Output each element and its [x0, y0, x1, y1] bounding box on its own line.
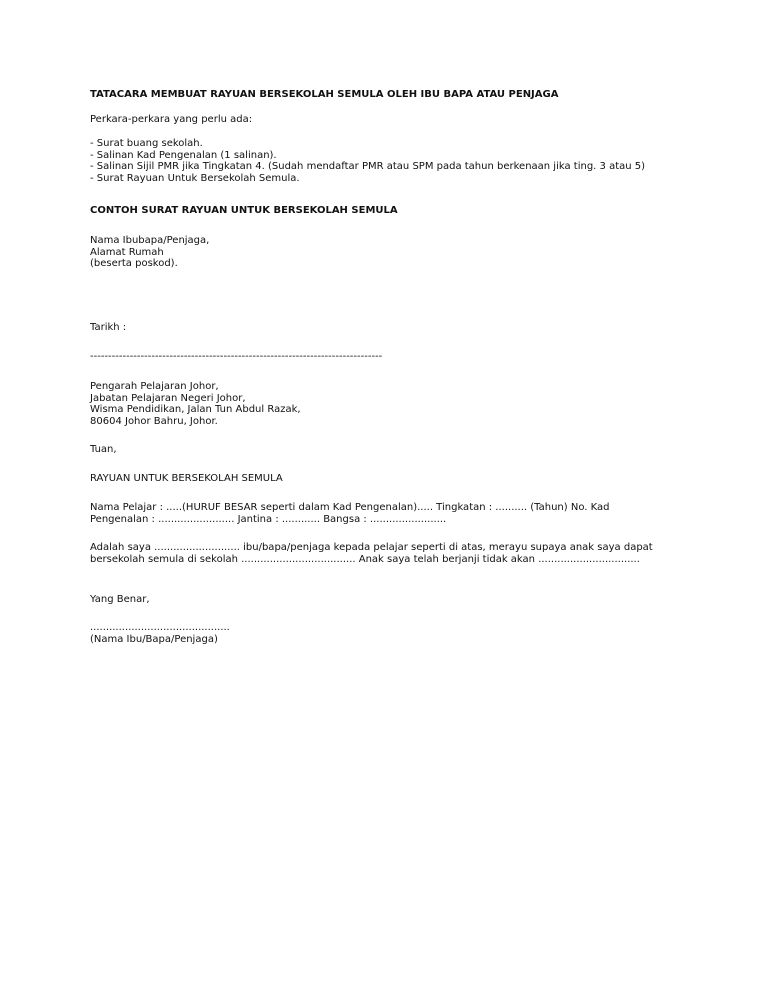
document-heading: TATACARA MEMBUAT RAYUAN BERSEKOLAH SEMULA OLEH IBU BAPA ATAU PENJAGA — [90, 89, 559, 100]
recipient-line: Pengarah Pelajaran Johor, — [90, 381, 219, 392]
list-item: - Surat buang sekolah. — [90, 138, 203, 149]
body-line: bersekolah semula di sekolah .................................... Anak saya telah berjanji tidak akan ................................ — [90, 553, 640, 565]
closing: Yang Benar, — [90, 594, 150, 605]
recipient-line: Jabatan Pelajaran Negeri Johor, — [90, 392, 246, 404]
signature-line: ............................................ — [90, 622, 230, 633]
sample-letter-heading: CONTOH SURAT RAYUAN UNTUK BERSEKOLAH SEMULA — [90, 205, 398, 216]
letter-subject: RAYUAN UNTUK BERSEKOLAH SEMULA — [90, 473, 283, 484]
date-label: Tarikh : — [90, 322, 127, 333]
recipient-line: Wisma Pendidikan, Jalan Tun Abdul Razak, — [90, 404, 301, 416]
list-item: - Surat Rayuan Untuk Bersekolah Semula. — [90, 172, 300, 184]
recipient-address — [90, 381, 301, 427]
body-line: Adalah saya ........................... ibu/bapa/penjaga kepada pelajar seperti di atas, merayu supaya anak saya dapat — [90, 542, 653, 553]
requirements-intro: Perkara-perkara yang perlu ada: — [90, 114, 253, 125]
student-details-line: Pengenalan : ........................ Jantina : ............ Bangsa : ........................ — [90, 513, 447, 525]
sender-line: Nama Ibubapa/Penjaga, — [90, 235, 210, 246]
body-paragraph — [90, 542, 653, 565]
student-details-line: Nama Pelajar : .....(HURUF BESAR seperti dalam Kad Pengenalan)..... Tingkatan : .......... (Tahun) No. Kad — [90, 502, 610, 513]
student-details — [90, 502, 609, 525]
recipient-line: 80604 Johor Bahru, Johor. — [90, 415, 218, 427]
salutation: Tuan, — [90, 444, 117, 455]
list-item: - Salinan Sijil PMR jika Tingkatan 4. (Sudah mendaftar PMR atau SPM pada tahun berkenaan jika ting. 3 atau 5) — [90, 161, 646, 173]
sender-address — [90, 235, 209, 270]
signature-name: (Nama Ibu/Bapa/Penjaga) — [90, 634, 218, 645]
sender-line: Alamat Rumah — [90, 246, 164, 258]
sender-line: (beserta poskod). — [90, 258, 178, 270]
separator-line: --------------------------------------------------------------------------------- — [90, 351, 383, 362]
requirements-list — [90, 138, 645, 184]
list-item: - Salinan Kad Pengenalan (1 salinan). — [90, 149, 277, 161]
